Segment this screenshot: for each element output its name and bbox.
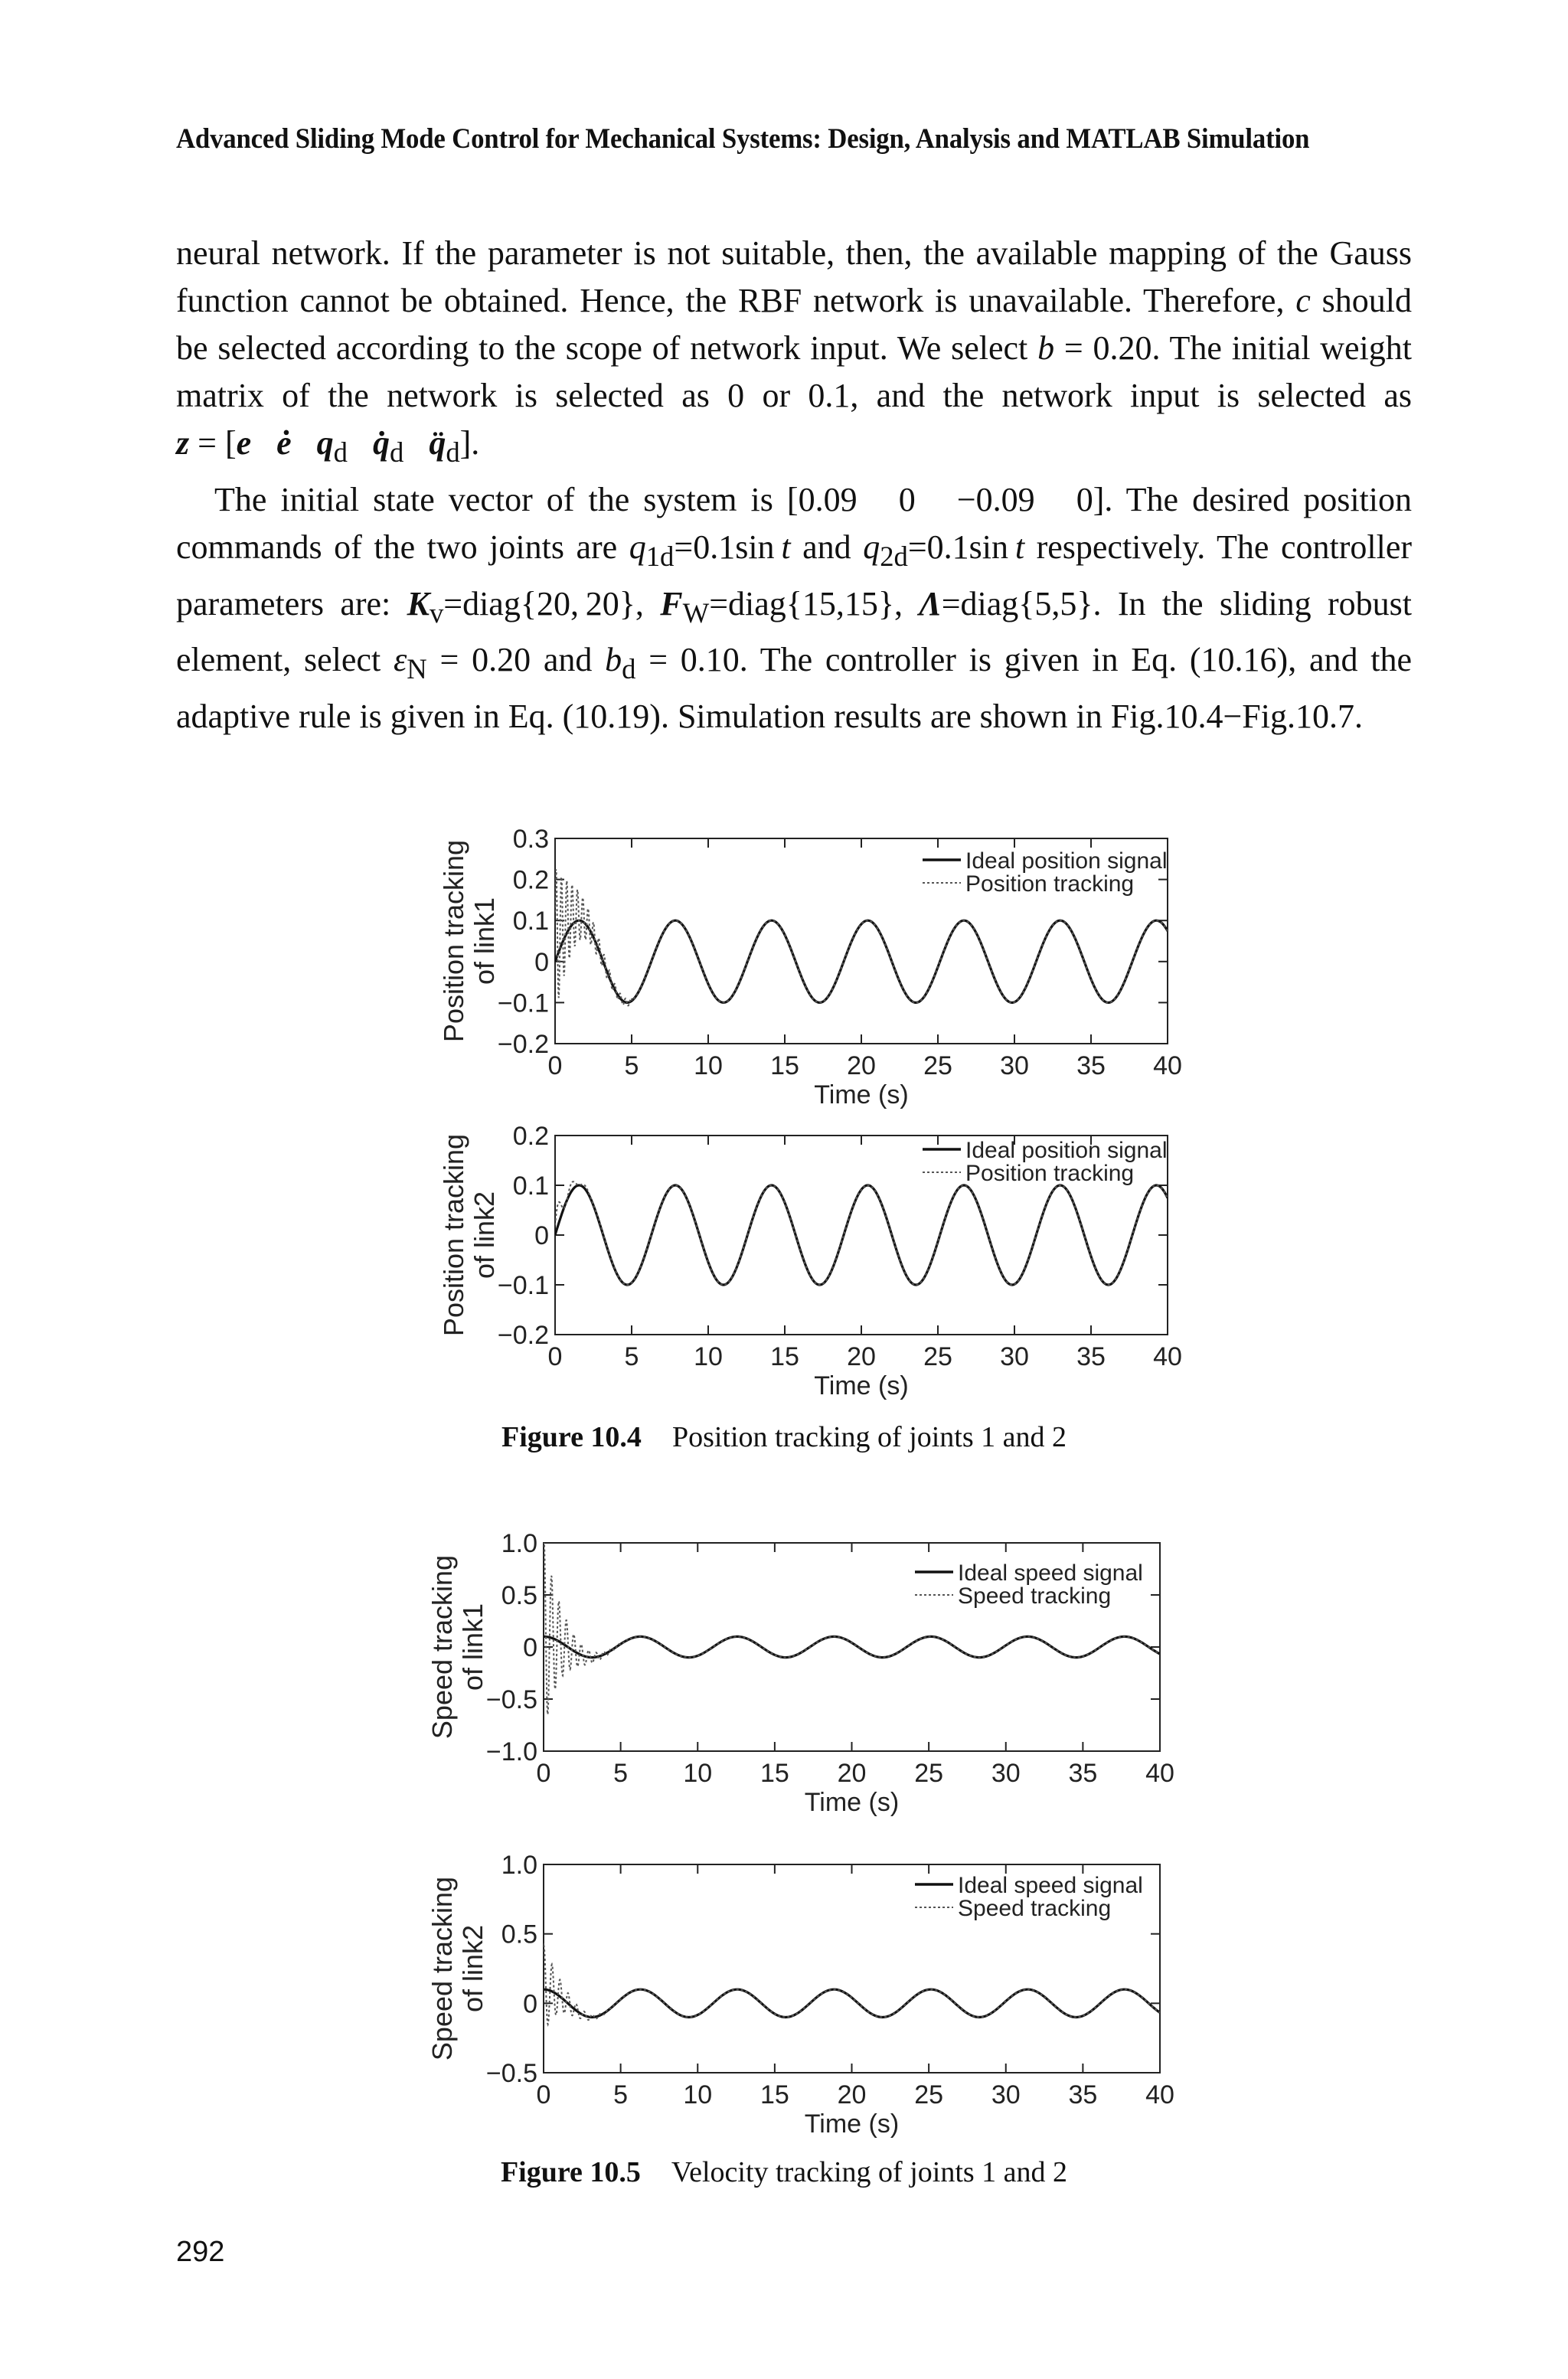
x-tick-label: 35 bbox=[1076, 1342, 1106, 1371]
x-axis-label: Time (s) bbox=[814, 1371, 909, 1400]
y-tick-label: −1.0 bbox=[485, 1737, 537, 1766]
x-tick-label: 40 bbox=[1145, 2080, 1174, 2109]
y-tick-label: 0.1 bbox=[512, 1172, 549, 1201]
x-tick-label: 5 bbox=[613, 1759, 629, 1788]
legend-tracking-label: Position tracking bbox=[965, 1161, 1135, 1186]
x-axis-label: Time (s) bbox=[814, 1080, 909, 1109]
page-number: 292 bbox=[176, 2236, 225, 2268]
series-ideal-line bbox=[544, 1989, 1160, 2017]
y-axis-label-line: of link1 bbox=[469, 897, 500, 985]
legend-ideal-label: Ideal position signal bbox=[965, 1138, 1168, 1163]
x-tick-label: 25 bbox=[923, 1051, 952, 1080]
figure-10-5 bbox=[406, 1520, 1179, 2148]
y-tick-label: 1.0 bbox=[501, 1529, 537, 1558]
y-axis-label-line: of link1 bbox=[457, 1603, 488, 1691]
x-tick-label: 15 bbox=[760, 1759, 789, 1788]
series-tracking-line bbox=[555, 1181, 1168, 1285]
y-axis-label-line: Position tracking bbox=[438, 839, 469, 1043]
x-tick-label: 20 bbox=[847, 1342, 876, 1371]
x-tick-label: 25 bbox=[914, 1759, 944, 1788]
chart-panel bbox=[426, 1851, 1174, 2139]
y-tick-label: −0.5 bbox=[485, 1685, 537, 1714]
y-tick-label: 0.2 bbox=[512, 865, 549, 895]
series-tracking-line bbox=[544, 1946, 1160, 2024]
legend-ideal-label: Ideal position signal bbox=[965, 848, 1168, 874]
figure-10-4-caption bbox=[0, 1420, 1568, 1454]
x-tick-label: 40 bbox=[1145, 1759, 1174, 1788]
x-tick-label: 40 bbox=[1153, 1051, 1182, 1080]
y-tick-label: 0.3 bbox=[512, 825, 549, 854]
series-ideal-line bbox=[555, 1185, 1168, 1285]
paragraph-2: The initial state vector of the system is [0.09 0 −0.09 0]. The desired position commands of the two joints are $q_{1d}=0.1\sin$ t and $q_{2d}=0.1\sin$ t respectively. The controller parameters are: $K_v=diag\{20$, 20}, $F_W=diag\{15,15\}$, Λ=diag{5,5}. In the sliding robust element, select $\varepsilon_N = 0.20$ and $b_d = 0.10$. The controller is given in Eq. (10.16), and the adaptive rule is given in Eq. (10.19). Simulation results are shown in Fig.10.4−Fig.10.7. bbox=[176, 480, 1413, 736]
x-tick-label: 20 bbox=[847, 1051, 876, 1080]
figure-10-4 bbox=[406, 815, 1182, 1420]
y-tick-label: 0.5 bbox=[501, 1581, 537, 1610]
y-tick-label: −0.2 bbox=[497, 1030, 549, 1059]
figure-number: Figure 10.4 bbox=[501, 1421, 642, 1453]
series-ideal-line bbox=[544, 1636, 1160, 1657]
chart-panel bbox=[426, 1529, 1174, 1817]
y-tick-label: −0.2 bbox=[497, 1321, 549, 1350]
y-tick-label: 0.5 bbox=[501, 1920, 537, 1949]
y-axis-label bbox=[438, 840, 500, 1042]
x-tick-label: 30 bbox=[1000, 1342, 1029, 1371]
legend-tracking-label: Speed tracking bbox=[958, 1583, 1112, 1609]
chart-panel bbox=[438, 825, 1182, 1109]
x-tick-label: 30 bbox=[991, 1759, 1021, 1788]
y-axis-label-line: Speed tracking bbox=[426, 1876, 458, 2061]
figure-number: Figure 10.5 bbox=[500, 2156, 641, 2188]
x-tick-label: 10 bbox=[683, 2080, 713, 2109]
x-tick-label: 0 bbox=[536, 2080, 551, 2109]
x-tick-label: 0 bbox=[536, 1759, 551, 1788]
x-tick-label: 30 bbox=[1000, 1051, 1029, 1080]
x-tick-label: 30 bbox=[991, 2080, 1021, 2109]
y-axis-label bbox=[426, 1555, 488, 1739]
x-tick-label: 15 bbox=[770, 1051, 799, 1080]
y-axis-label-line: of link2 bbox=[469, 1191, 500, 1279]
x-tick-label: 35 bbox=[1068, 2080, 1098, 2109]
x-tick-label: 5 bbox=[624, 1342, 639, 1371]
x-tick-label: 25 bbox=[914, 2080, 944, 2109]
y-tick-label: −0.1 bbox=[497, 989, 549, 1018]
legend-tracking-label: Speed tracking bbox=[958, 1896, 1112, 1921]
y-tick-label: 0.2 bbox=[512, 1122, 549, 1151]
x-tick-label: 0 bbox=[547, 1051, 563, 1080]
x-tick-label: 20 bbox=[837, 1759, 867, 1788]
paragraph-1: neural network. If the parameter is not suitable, then, the available mapping of the Gauss function cannot be obtained. Hence, the RBF network is unavailable. Therefore, c should be selected according to the scope of network input. We select b = 0.20. The initial weight matrix of the network is selected as 0 or 0.1, and the network input is selected as z = [e ė $q_d$ $q̇_d$ $q̈_d$]. bbox=[176, 234, 1412, 468]
x-axis-label: Time (s) bbox=[804, 2109, 900, 2139]
x-tick-label: 10 bbox=[694, 1342, 723, 1371]
y-tick-label: −0.5 bbox=[485, 2059, 537, 2088]
y-tick-label: −0.1 bbox=[497, 1271, 549, 1300]
legend-ideal-label: Ideal speed signal bbox=[958, 1873, 1143, 1898]
x-tick-label: 5 bbox=[613, 2080, 629, 2109]
y-axis-label-line: Position tracking bbox=[438, 1133, 469, 1337]
y-tick-label: 1.0 bbox=[501, 1851, 537, 1880]
series-ideal-line bbox=[555, 920, 1168, 1002]
y-tick-label: 0 bbox=[523, 1633, 537, 1662]
y-axis-label-line: of link2 bbox=[457, 1924, 488, 2013]
y-tick-label: 0 bbox=[534, 1221, 549, 1250]
x-tick-label: 15 bbox=[770, 1342, 799, 1371]
legend-ideal-label: Ideal speed signal bbox=[958, 1560, 1143, 1586]
legend-tracking-label: Position tracking bbox=[965, 871, 1135, 897]
figure-caption-text: Velocity tracking of joints 1 and 2 bbox=[671, 2156, 1068, 2188]
x-tick-label: 0 bbox=[547, 1342, 563, 1371]
figure-10-5-caption bbox=[0, 2155, 1568, 2189]
x-tick-label: 5 bbox=[624, 1051, 639, 1080]
x-tick-label: 20 bbox=[837, 2080, 867, 2109]
x-tick-label: 10 bbox=[694, 1051, 723, 1080]
y-tick-label: 0.1 bbox=[512, 907, 549, 936]
body-text bbox=[176, 230, 1412, 740]
x-tick-label: 10 bbox=[683, 1759, 713, 1788]
x-tick-label: 15 bbox=[760, 2080, 789, 2109]
chart-panel bbox=[438, 1122, 1182, 1400]
running-header: Advanced Sliding Mode Control for Mechanical Systems: Design, Analysis and MATLAB Simulation bbox=[176, 123, 1310, 155]
x-tick-label: 35 bbox=[1076, 1051, 1106, 1080]
y-axis-label-line: Speed tracking bbox=[426, 1554, 458, 1740]
figure-caption-text: Position tracking of joints 1 and 2 bbox=[671, 1421, 1067, 1453]
x-tick-label: 40 bbox=[1153, 1342, 1182, 1371]
x-tick-label: 35 bbox=[1068, 1759, 1098, 1788]
x-tick-label: 25 bbox=[923, 1342, 952, 1371]
x-axis-label: Time (s) bbox=[804, 1788, 900, 1817]
y-axis-label bbox=[438, 1134, 500, 1336]
y-tick-label: 0 bbox=[534, 947, 549, 977]
y-tick-label: 0 bbox=[523, 1989, 537, 2019]
y-axis-label bbox=[426, 1877, 488, 2060]
